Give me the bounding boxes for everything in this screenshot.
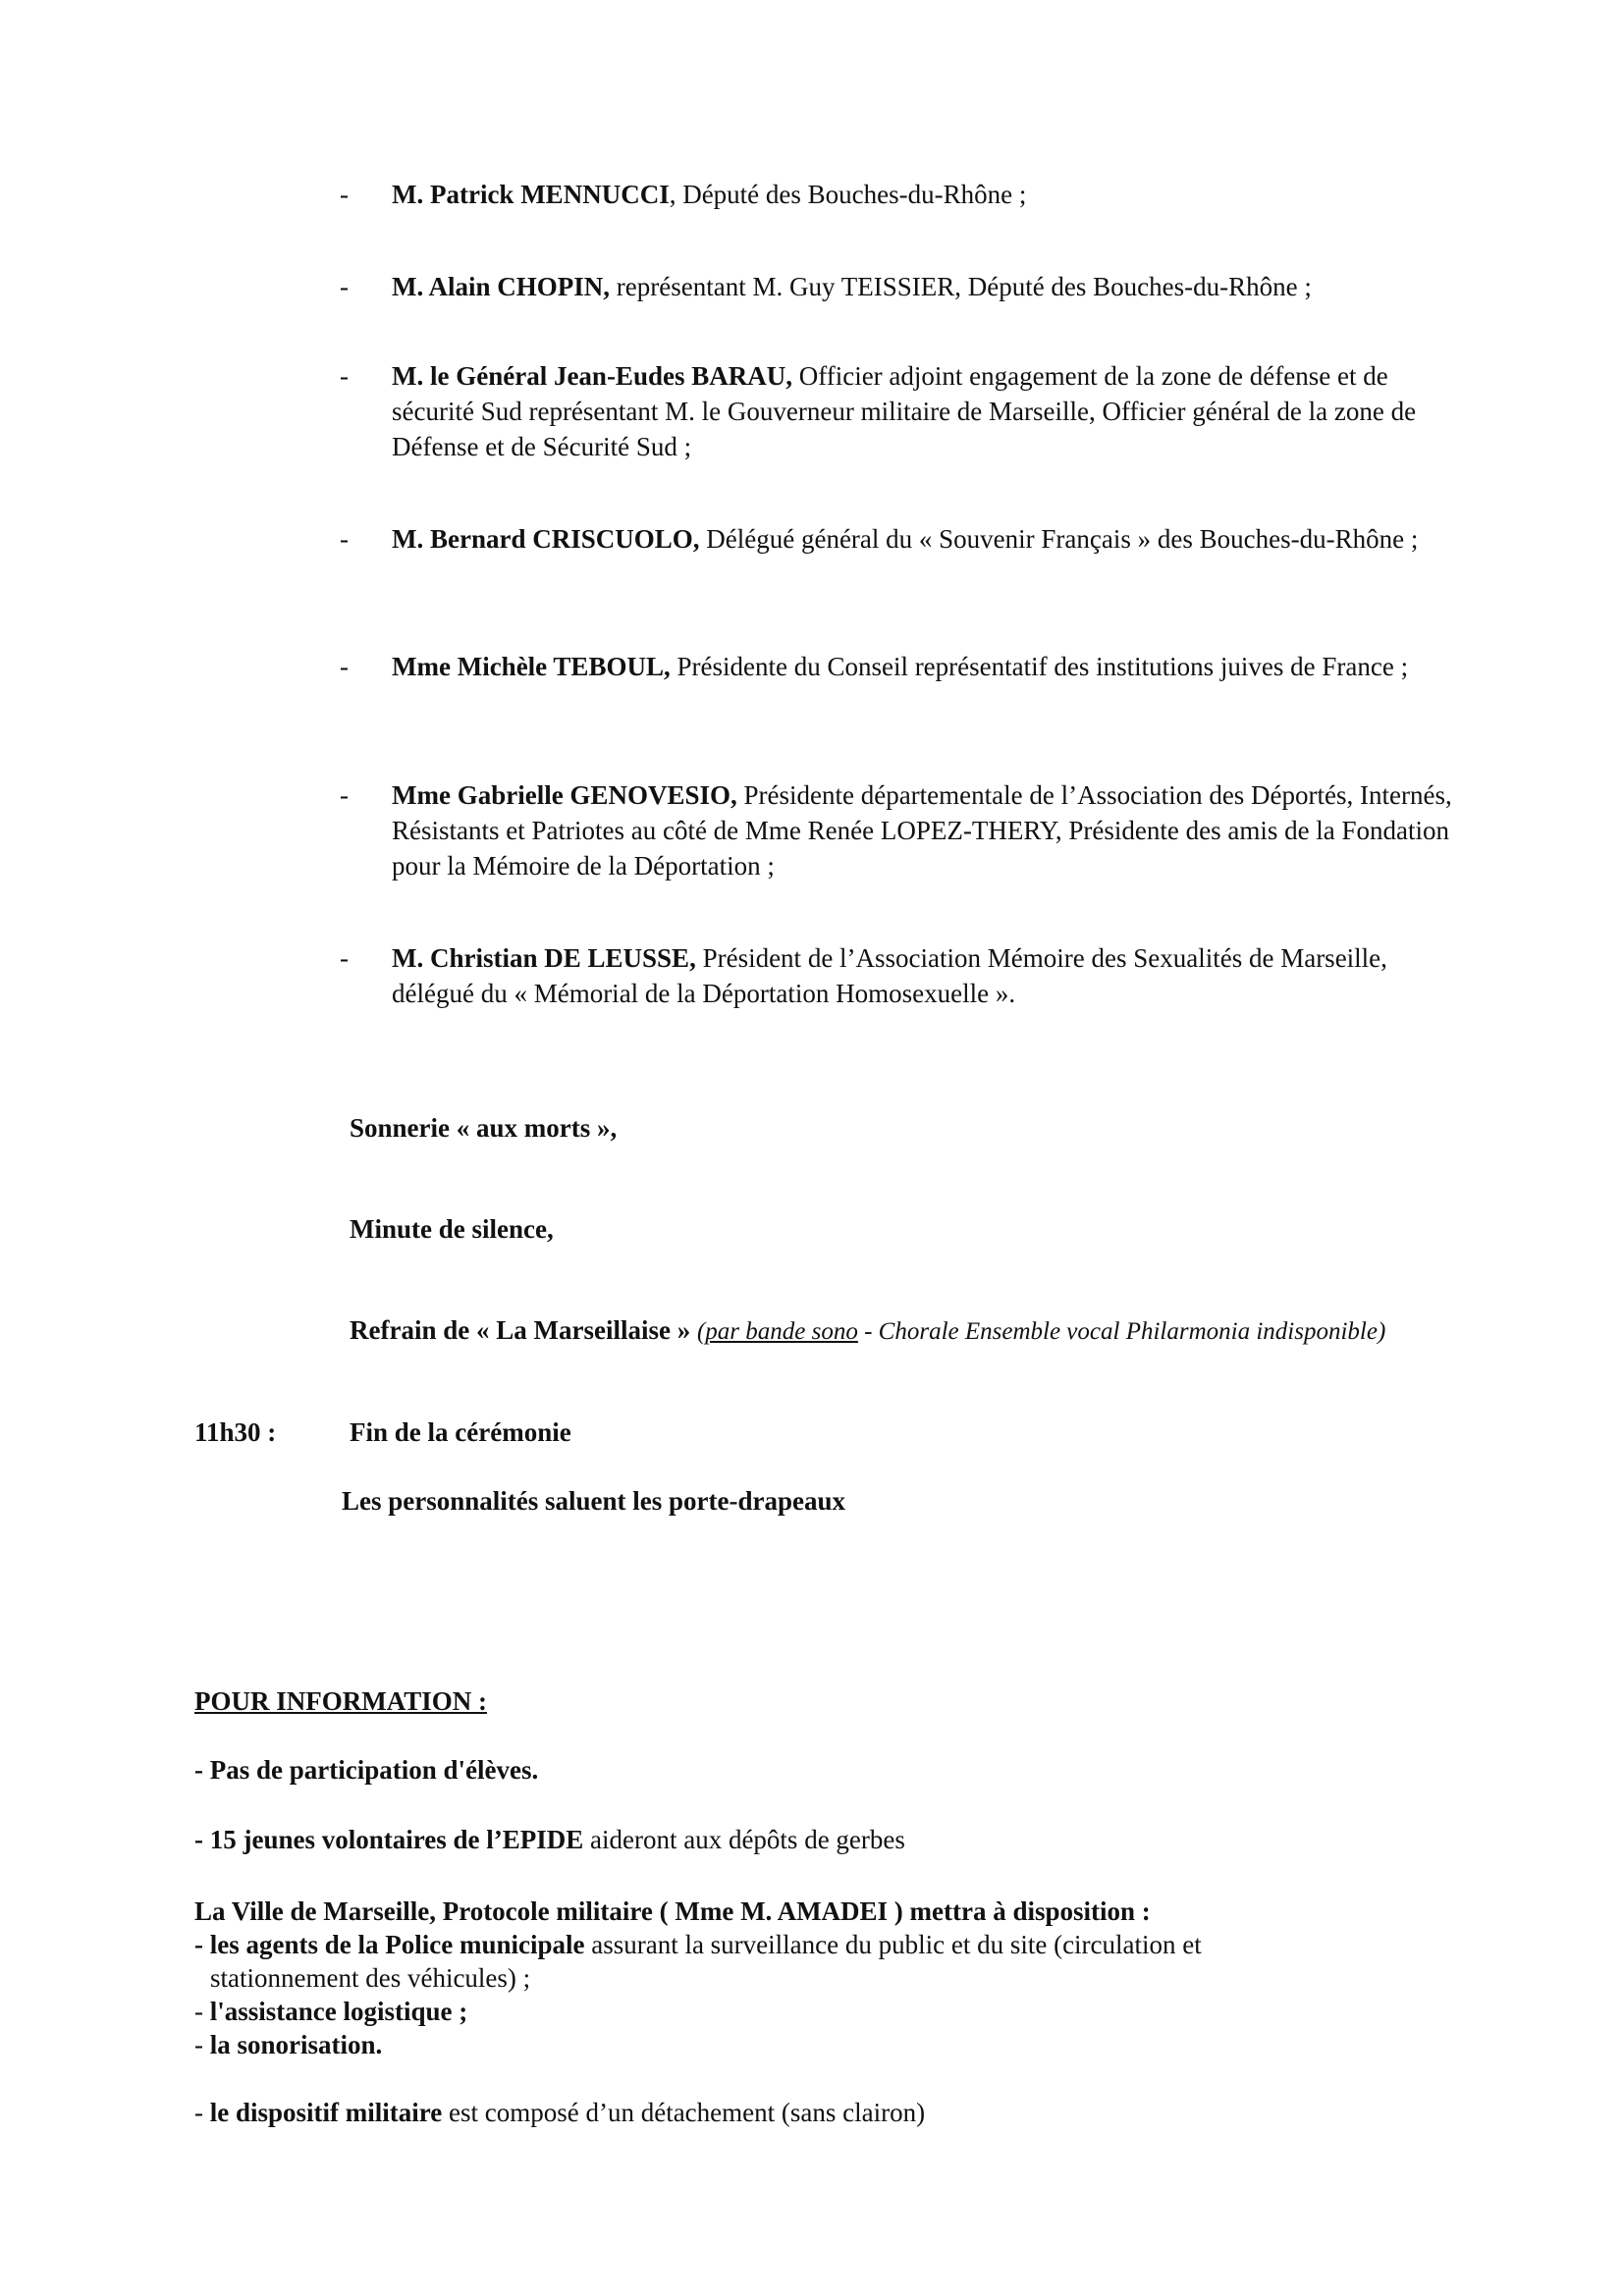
list-dash: -	[340, 272, 349, 301]
ceremony-end: Fin de la cérémonie	[350, 1417, 571, 1447]
info-epide-rest: aideront aux dépôts de gerbes	[583, 1825, 905, 1854]
attendee-name: M. le Général Jean-Eudes BARAU,	[392, 361, 792, 391]
info-police-rest: assurant la surveillance du public et du site (circulation et	[584, 1930, 1202, 1959]
ceremony-sonnerie: Sonnerie « aux morts »,	[350, 1113, 618, 1143]
list-dash: -	[340, 652, 349, 681]
information-heading: POUR INFORMATION :	[194, 1686, 487, 1716]
refrain-note-rest: - Chorale Ensemble vocal Philarmonia indisponible)	[857, 1318, 1386, 1345]
info-militaire	[194, 2095, 925, 2130]
ceremony-salute: Les personnalités saluent les porte-drapeaux	[342, 1486, 845, 1516]
refrain-note	[697, 1318, 1385, 1345]
attendee-name: M. Patrick MENNUCCI	[392, 180, 670, 209]
attendee-role: Président de l’Association Mémoire des Sexualités de Marseille, délégué du « Mémorial de la Déportation Homosexuelle ».	[392, 943, 1387, 1008]
attendee-role: représentant M. Guy TEISSIER, Député des Bouches-du-Rhône ;	[610, 272, 1312, 301]
list-dash: -	[340, 180, 349, 209]
refrain-title: Refrain de « La Marseillaise »	[350, 1315, 691, 1345]
info-militaire-rest: est composé d’un détachement (sans clairon)	[442, 2098, 926, 2127]
list-dash: -	[340, 780, 349, 810]
refrain-note-open: (	[696, 1318, 706, 1345]
attendee-role: Présidente départementale de l’Association des Déportés, Internés, Résistants et Patriotes au côté de Mme Renée LOPEZ-THERY, Présidente des amis de la Fondation pour la Mémoire de la Déportation ;	[392, 780, 1452, 881]
info-police-continued: stationnement des véhicules) ;	[210, 1963, 531, 1993]
attendee-name: Mme Michèle TEBOUL,	[392, 652, 671, 681]
list-dash: -	[340, 524, 349, 554]
attendee-role: , Député des Bouches-du-Rhône ;	[669, 180, 1027, 209]
schedule-time: 11h30 :	[194, 1417, 277, 1447]
attendee-name: M. Bernard CRISCUOLO,	[392, 524, 700, 554]
attendee-role: Officier adjoint engagement de la zone de défense et de sécurité Sud représentant M. le Gouverneur militaire de Marseille, Officier général de la zone de Défense et de Sécurité Sud ;	[392, 361, 1417, 461]
info-sono-prefix: -	[194, 2030, 210, 2059]
info-epide-bold: - 15 jeunes volontaires de l’EPIDE	[194, 1825, 584, 1854]
attendee-name: Mme Gabrielle GENOVESIO,	[392, 780, 737, 810]
info-logistique-prefix: -	[194, 1997, 210, 2026]
ceremony-refrain	[350, 1312, 1385, 1350]
info-logistique	[194, 1994, 467, 2029]
attendee-name: M. Christian DE LEUSSE,	[392, 943, 696, 973]
refrain-note-underlined: par bande sono	[705, 1318, 858, 1345]
info-eleves: - Pas de participation d'élèves.	[194, 1755, 539, 1785]
info-logistique-bold: l'assistance logistique ;	[209, 1997, 468, 2026]
info-sono-bold: la sonorisation.	[209, 2030, 383, 2059]
list-dash: -	[340, 943, 349, 973]
attendee-name: M. Alain CHOPIN,	[392, 272, 611, 301]
list-dash: -	[340, 361, 349, 391]
ceremony-minute-silence: Minute de silence,	[350, 1214, 554, 1244]
info-police-bold: - les agents de la Police municipale	[194, 1930, 585, 1959]
info-militaire-bold: le dispositif militaire	[209, 2098, 443, 2127]
info-police	[194, 1927, 1202, 1962]
info-epide	[194, 1822, 905, 1857]
info-sonorisation	[194, 2027, 382, 2062]
info-militaire-prefix: -	[194, 2098, 210, 2127]
attendee-role: Délégué général du « Souvenir Français » des Bouches-du-Rhône ;	[699, 524, 1419, 554]
info-ville: La Ville de Marseille, Protocole militaire ( Mme M. AMADEI ) mettra à disposition :	[194, 1896, 1151, 1926]
attendee-role: Présidente du Conseil représentatif des institutions juives de France ;	[670, 652, 1409, 681]
